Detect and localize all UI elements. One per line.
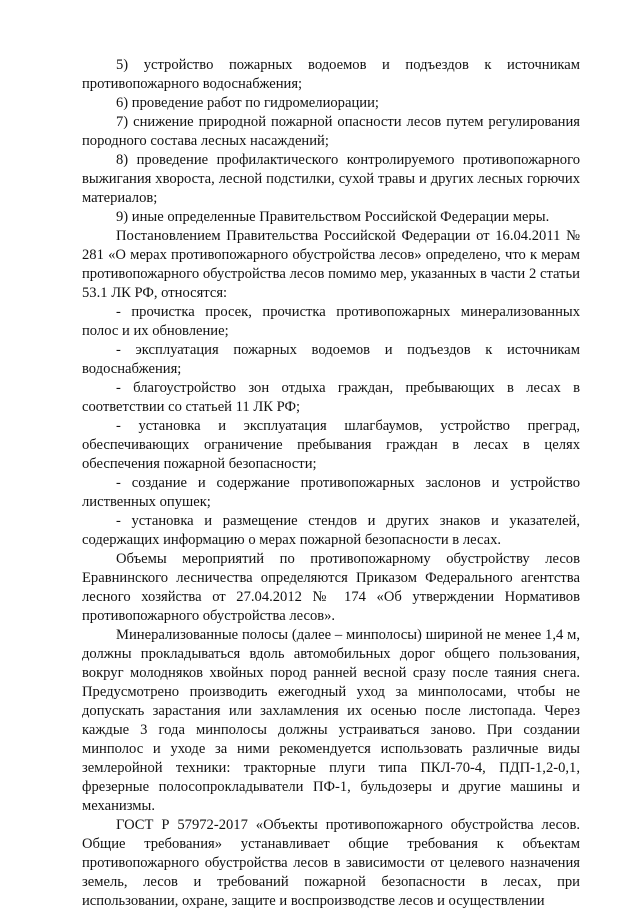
document-page [82,56,580,911]
list-item-recreation-zones: - благоустройство зон отдыха граждан, пребывающих в лесах в соответствии со статьей 11 ЛК РФ; [82,380,580,415]
paragraph-government-decree: Постановлением Правительства Российской Федерации от 16.04.2011 № 281 «О мерах противопожарного обустройства лесов» определено, что к мерам противопожарного обустройства лесов помимо мер, указанных в части 2 статьи 53.1 ЛК РФ, относятся: [82,228,580,301]
list-item-clearing: - прочистка просек, прочистка противопожарных минерализованных полос и их обновление; [82,304,580,339]
paragraph-item-6-hydromelioration: 6) проведение работ по гидромелиорации; [116,95,379,111]
list-item-fire-screens: - создание и содержание противопожарных заслонов и устройство лиственных опушек; [82,475,580,510]
paragraph-volumes-order: Объемы мероприятий по противопожарному обустройству лесов Еравнинского лесничества определяются Приказом Федерального агентства лесного хозяйства от 27.04.2012 № 174 «Об утверждении Нормативов противопожарного обустройства лесов». [82,551,580,624]
paragraph-mineralized-strips: Минерализованные полосы (далее – минполосы) шириной не менее 1,4 м, должны прокладываться вдоль автомобильных дорог общего пользования, вокруг молодняков хвойных пород ранней весной сразу после таяния снега. Предусмотрено производить ежегодный уход за минполосами, чтобы не допускать зарастания или захламления их осенью после листопада. Через каждые 3 года минполосы должны устраиваться заново. При создании минполос и уходе за ними рекомендуется использовать различные виды землеройной техники: тракторные плуги типа ПКЛ-70-4, ПДП-1,2-0,1, фрезерные полосопрокладыватели ПФ-1, бульдозеры и другие машины и механизмы. [82,627,580,814]
list-item-barriers: - установка и эксплуатация шлагбаумов, устройство преград, обеспечивающих ограничение пребывания граждан в лесах в целях обеспечения пожарной безопасности; [82,418,580,472]
list-item-reservoirs: - эксплуатация пожарных водоемов и подъездов к источникам водоснабжения; [82,342,580,377]
paragraph-gost-standard: ГОСТ Р 57972-2017 «Объекты противопожарного обустройства лесов. Общие требования» устанавливает общие требования к объектам противопожарного обустройства лесов в зависимости от целевого назначения земель, лесов и требований пожарной безопасности в лесах, при использовании, охране, защите и воспроизводстве лесов и осуществлении [82,817,580,909]
paragraph-item-9-other-measures: 9) иные определенные Правительством Российской Федерации меры. [116,209,550,225]
list-item-stands-signs: - установка и размещение стендов и других знаков и указателей, содержащих информацию о мерах пожарной безопасности в лесах. [82,513,580,548]
paragraph-item-5-water: 5) устройство пожарных водоемов и подъездов к источникам противопожарного водоснабжения; [82,57,580,92]
paragraph-item-7-fire-hazard: 7) снижение природной пожарной опасности лесов путем регулирования породного состава лесных насаждений; [82,114,580,149]
paragraph-item-8-controlled-burning: 8) проведение профилактического контролируемого противопожарного выжигания хвороста, лесной подстилки, сухой травы и других лесных горючих материалов; [82,152,580,206]
